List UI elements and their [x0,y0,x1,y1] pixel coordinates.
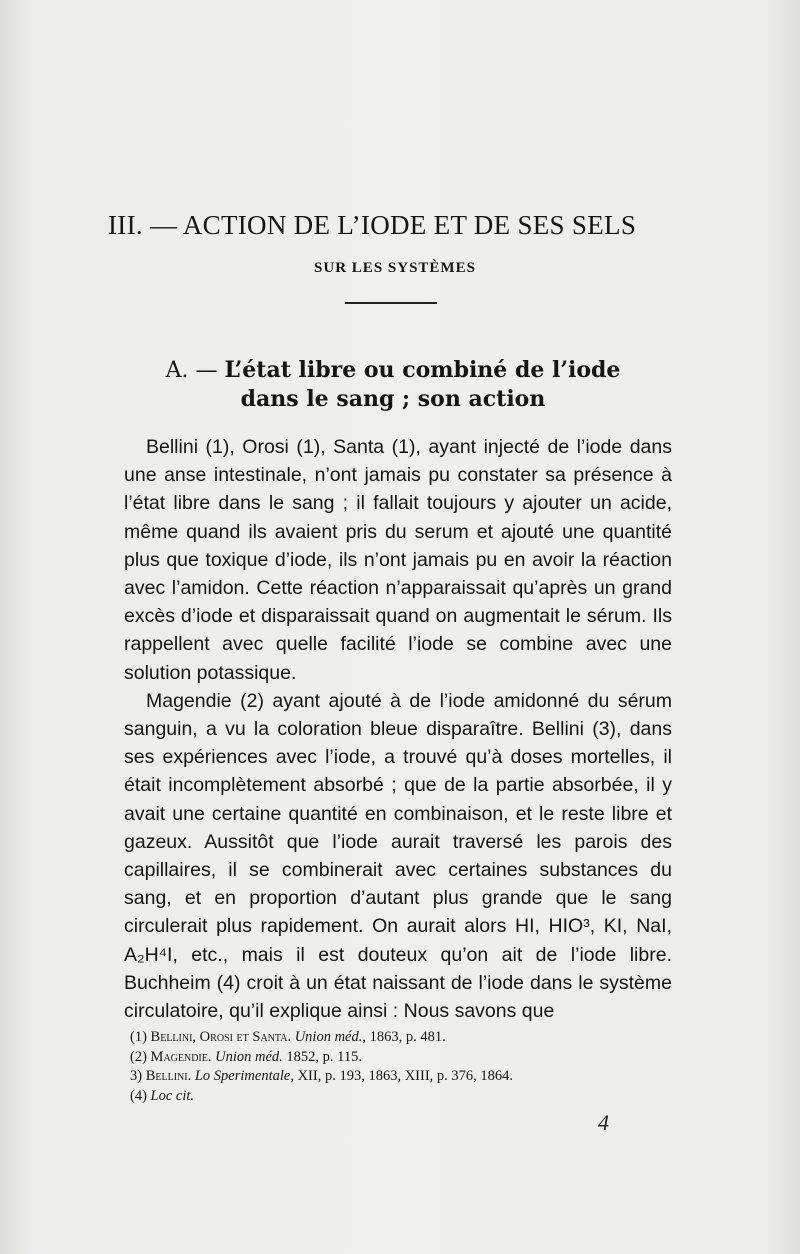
footnote-reference: 1852, p. 115. [282,1048,363,1065]
footnote-source: Union méd. [215,1048,283,1065]
footnote-number: (2) [130,1048,151,1065]
chapter-subtitle: SUR LES SYSTÈMES [314,260,476,276]
footnote-source: Union méd. [294,1029,363,1045]
footnote-authors: Bellini. [145,1068,192,1084]
footnote-authors: Bellini, Orosi et Santa. [150,1029,292,1045]
footnote-source: Lo Sperimentale [194,1068,291,1084]
section-title-line-1: L’état libre ou combiné de l’iode [224,357,621,383]
footnote [130,1087,690,1107]
footnote-reference: , 1863, p. 481. [362,1029,446,1045]
page-number: 4 [598,1110,609,1135]
title-divider [345,302,437,304]
section-number: A. — [165,358,225,383]
chapter-title: III. — ACTION DE L’IODE ET DE SES SELS [108,210,637,240]
footnote [130,1048,690,1068]
body-text [124,433,672,1025]
paragraph: Magendie (2) ayant ajouté à de l’iode amidonné du sérum sanguin, a vu la coloration bleue disparaître. Bellini (3), dans ses expériences avec l’iode, a trouvé qu’à doses mortelles, il était incomplètement absorbé ; que de la partie absorbée, il y avait une certaine quantité en combinaison, et le reste libre et gazeux. Aussitôt que l’iode aurait traversé les parois des capillaires, il se combinerait avec certaines substances du sang, et en proportion d’autant plus grande que le sang circulerait plus rapidement. On aurait alors HI, HIO³, KI, NaI, A₂H⁴I, etc., mais il est douteux qu’on ait de l’iode libre. Buchheim (4) croit à un état naissant de l’iode dans le système circulatoire, qu’il explique ainsi : Nous savons que [124,689,672,1023]
section-title-line-2: dans le sang ; son action [240,386,546,412]
footnote-number: 3) [130,1068,146,1084]
footnote [130,1067,690,1087]
footnotes [130,1028,690,1106]
footnote [130,1028,690,1048]
paragraph: Bellini (1), Orosi (1), Santa (1), ayant injecté de l’iode dans une anse intestinale, n’ont jamais pu constater sa présence à l’état libre dans le sang ; il fallait toujours y ajouter un acide, même quand ils avaient pris du serum et ajouté une quantité plus que toxique d’iode, ils n’ont jamais pu en avoir la réaction avec l’amidon. Cette réaction n’apparaissait qu’après un grand excès d’iode et disparaissait quand on augmentait le sérum. Ils rappellent avec quelle facilité l’iode se combine avec une solution potassique. [124,436,672,684]
footnote-authors: Magendie. [150,1048,212,1065]
footnote-reference: , XII, p. 193, 1863, XIII, p. 376, 1864. [290,1068,514,1084]
footnote-number: (4) [130,1087,151,1104]
section-title [148,356,638,413]
footnote-number: (1) [130,1029,151,1045]
footnote-source: Loc cit. [150,1087,195,1104]
